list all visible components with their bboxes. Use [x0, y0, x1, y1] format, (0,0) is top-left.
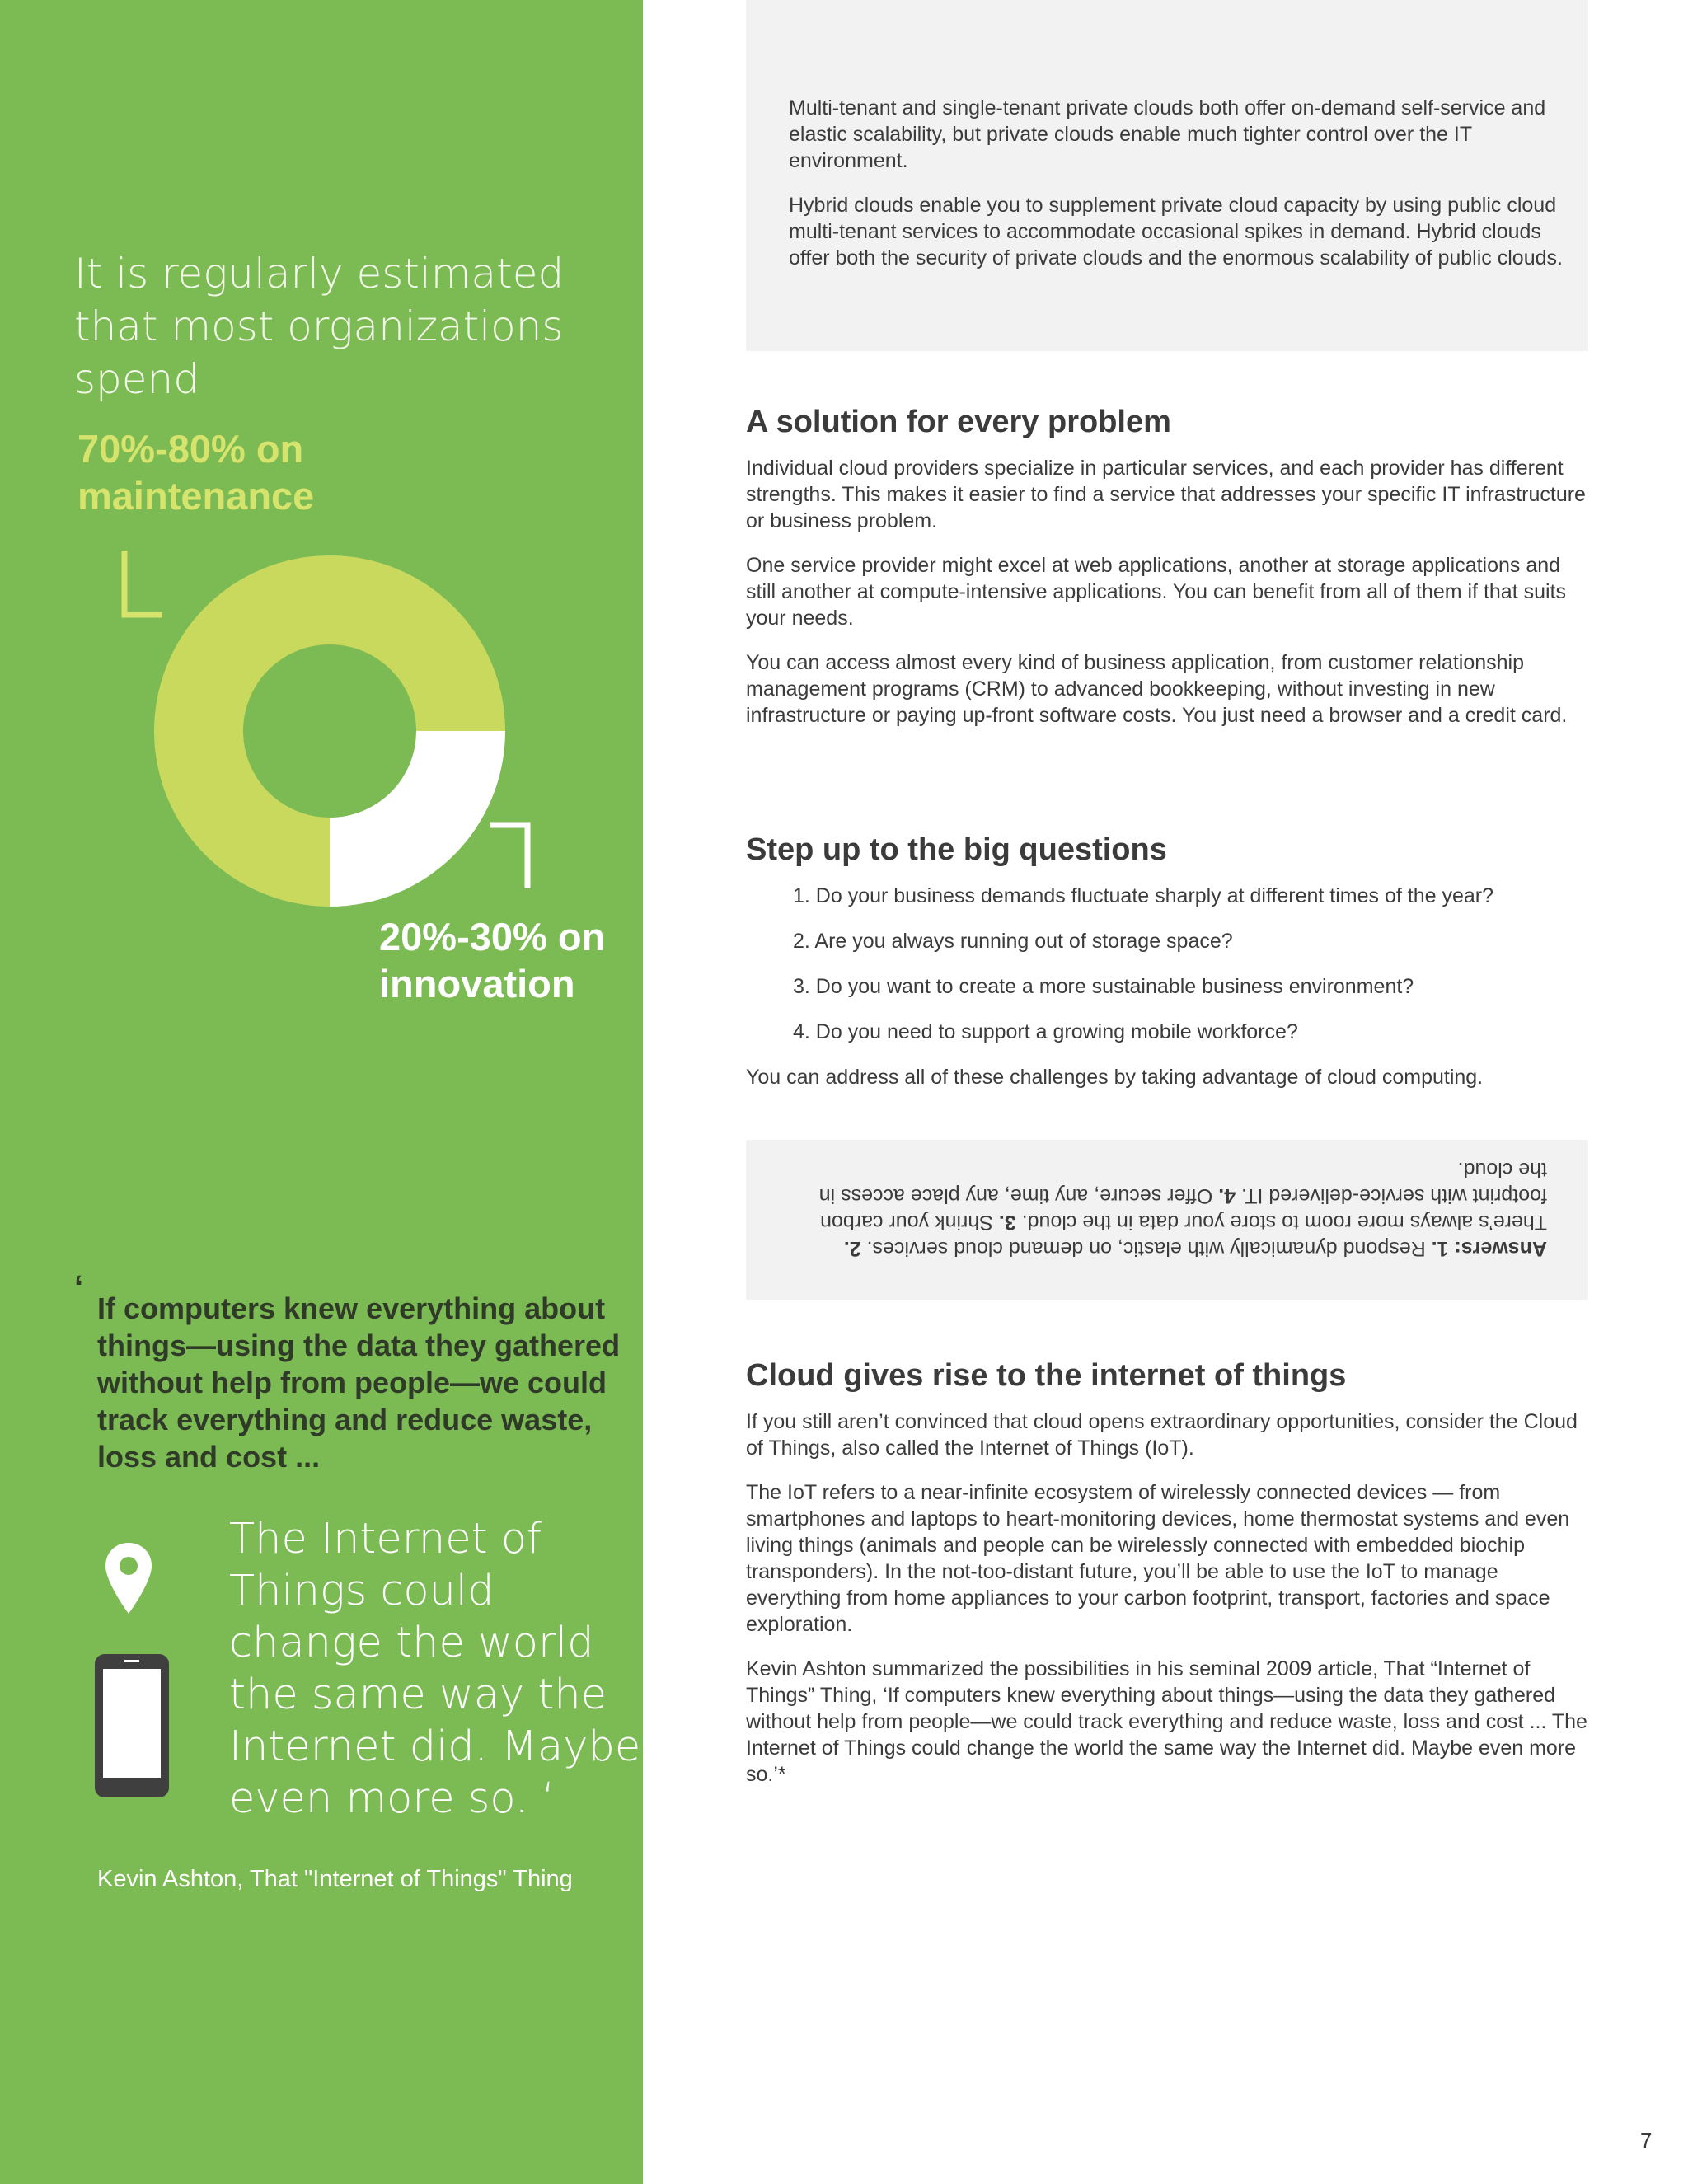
- upside-down-answers: [789, 1156, 1547, 1262]
- smartphone-icon: [93, 1652, 171, 1799]
- quote-attribution: Kevin Ashton, That "Internet of Things" Thing: [97, 1866, 573, 1892]
- answer-number: 3.: [998, 1211, 1016, 1234]
- maintenance-label: 70%-80% on maintenance: [77, 427, 315, 518]
- question-item: 4. Do you need to support a growing mobile workforce?: [793, 1020, 1298, 1043]
- solution-paragraph: You can access almost every kind of business application, from customer relationship management programs (CRM) to advanced bookkeeping, without investing in new infrastructure or paying up-front software costs. You just need a browser and a credit card.: [746, 651, 1568, 727]
- iot-heading: Cloud gives rise to the internet of things: [746, 1358, 1347, 1393]
- intro-box: [746, 0, 1588, 351]
- answer-number: 1.: [1431, 1237, 1449, 1260]
- iot-section: [746, 1356, 1588, 1806]
- question-item: 1. Do your business demands fluctuate sharply at different times of the year?: [793, 884, 1493, 907]
- quote-mark: ‘: [74, 1269, 84, 1305]
- location-pin-icon: [103, 1541, 154, 1617]
- iot-quote: The Internet of Things could change the world the same way the Internet did. Maybe even more so. ‘: [229, 1515, 641, 1823]
- questions-list: [746, 883, 1588, 1045]
- questions-section: [746, 830, 1588, 1108]
- question-item: 3. Do you want to create a more sustainable business environment?: [793, 975, 1414, 998]
- answer-text: Offer secure, any time, any place access in the cloud.: [818, 1158, 1547, 1207]
- question-item: 2. Are you always running out of storage space?: [793, 930, 1233, 953]
- innovation-label: 20%-30% on innovation: [379, 915, 606, 1005]
- iot-paragraph: Kevin Ashton summarized the possibilities in his seminal 2009 article, That “Internet of Things” Thing, ‘If computers knew everything about things—using the data they gathered without help from people—we could track everything and reduce waste, loss and cost ... The Internet of Things could change the world the same way the Internet did. Maybe even more so.’*: [746, 1657, 1587, 1786]
- maintenance-callout-bracket: [124, 551, 162, 615]
- pull-quote: If computers knew everything about things—using the data they gathered without help from people—we could track everything and reduce waste, loss and cost ...: [97, 1291, 621, 1474]
- answers-label: Answers:: [1454, 1237, 1547, 1260]
- solution-section: [746, 402, 1588, 747]
- page-number: 7: [1640, 2128, 1653, 2153]
- solution-paragraph: One service provider might excel at web applications, another at storage applications and still another at compute-intensive applications. You can benefit from all of them if that suits your needs.: [746, 554, 1566, 630]
- solution-heading: A solution for every problem: [746, 405, 1171, 439]
- answers-box: [746, 1140, 1588, 1300]
- answer-text: Respond dynamically with elastic, on demand cloud services.: [860, 1237, 1432, 1260]
- questions-closing: You can address all of these challenges by taking advantage of cloud computing.: [746, 1066, 1484, 1089]
- iot-paragraph: The IoT refers to a near-infinite ecosystem of wirelessly connected devices — from smartphones and laptops to heart-monitoring devices, home thermostat systems and even living things (animals and people can be wirelessly connected with embedded biochip transponders). In the not-too-distant future, you’ll be able to use the IoT to manage everything from home appliances to your carbon footprint, transport, factories and space exploration.: [746, 1481, 1570, 1636]
- questions-heading: Step up to the big questions: [746, 832, 1167, 867]
- answer-text: Shrink your carbon footprint with service-delivered IT.: [820, 1184, 1547, 1234]
- intro-paragraph: Hybrid clouds enable you to supplement private cloud capacity by using public cloud multi-tenant services to accommodate occasional spikes in demand. Hybrid clouds offer both the security of private clouds and the enormous scalability of public clouds.: [789, 194, 1563, 269]
- answer-number: 2.: [843, 1237, 861, 1260]
- intro-paragraph: Multi-tenant and single-tenant private clouds both offer on-demand self-service and elastic scalability, but private clouds enable much tighter control over the IT environment.: [789, 96, 1546, 172]
- solution-paragraph: Individual cloud providers specialize in particular services, and each provider has different strengths. This makes it easier to find a service that addresses your specific IT infrastructure or business problem.: [746, 457, 1586, 532]
- iot-paragraph: If you still aren’t convinced that cloud opens extraordinary opportunities, consider the Cloud of Things, also called the Internet of Things (IoT).: [746, 1410, 1578, 1460]
- spending-donut-chart: [115, 544, 544, 907]
- sidebar-panel: [0, 0, 643, 2184]
- answer-number: 4.: [1218, 1184, 1236, 1207]
- donut-slice-innovation: [330, 731, 505, 907]
- answer-text: There’s always more room to store your data in the cloud.: [1015, 1211, 1547, 1234]
- estimate-text: It is regularly estimated that most organizations spend: [74, 250, 565, 403]
- innovation-callout-bracket: [490, 825, 528, 888]
